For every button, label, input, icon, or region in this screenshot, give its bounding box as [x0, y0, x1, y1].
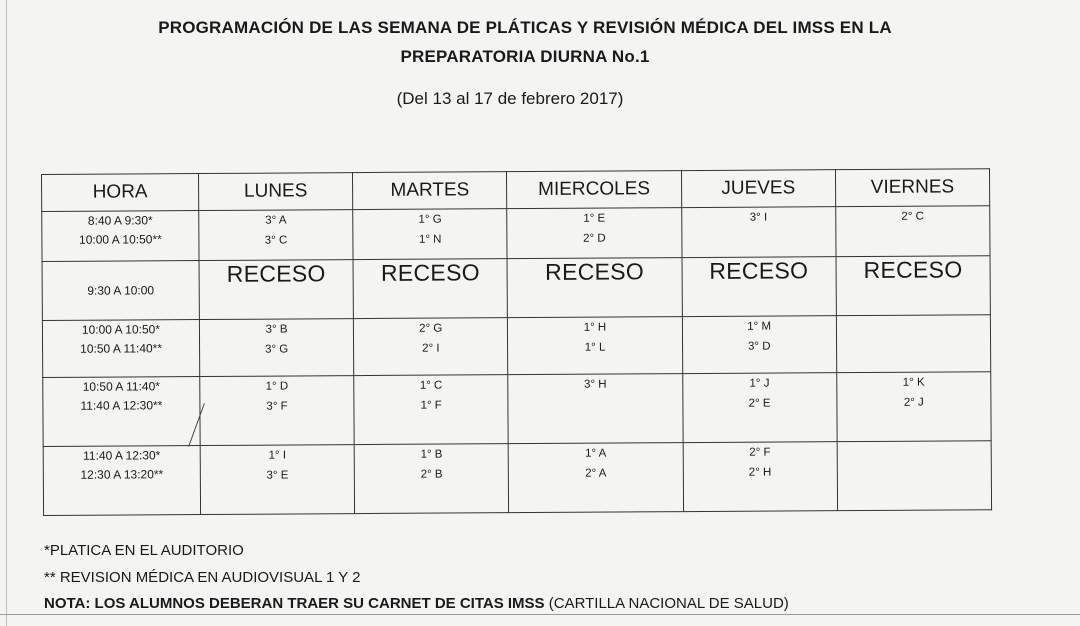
- group-label: 3° D: [747, 340, 771, 353]
- group-cell-martes: [354, 318, 509, 376]
- group-label: 2° B: [420, 468, 443, 481]
- table-row: [43, 372, 991, 447]
- group-label: 1° N: [418, 233, 442, 246]
- group-label: 2° F: [749, 446, 771, 459]
- group-cell-jueves: [683, 442, 838, 512]
- hora-cell: [42, 211, 199, 262]
- header-viernes: VIERNES: [835, 169, 989, 207]
- hora-line: 10:50 A 11:40**: [80, 341, 163, 356]
- group-label: 1° G: [418, 213, 442, 226]
- group-label: 2° J: [903, 396, 924, 409]
- group-label: 3° B: [265, 323, 288, 336]
- header-lunes: LUNES: [199, 173, 353, 211]
- group-label: 3° C: [264, 234, 288, 247]
- group-cell-viernes: [837, 441, 992, 511]
- group-label: 3° F: [266, 400, 288, 413]
- hora-line: 8:40 A 9:30*: [87, 213, 153, 228]
- note-carnet-bold: NOTA: LOS ALUMNOS DEBERAN TRAER SU CARNET DE CITAS IMSS: [44, 595, 545, 612]
- group-label: 1° J: [749, 377, 770, 390]
- group-cell-miercoles: [508, 317, 683, 375]
- group-cell-lunes: [199, 210, 353, 261]
- group-cell-viernes: [835, 206, 990, 257]
- hora-cell: [43, 377, 200, 447]
- group-label: 3° A: [265, 214, 287, 227]
- group-label: 1° L: [584, 341, 606, 354]
- group-cell-martes: [354, 375, 509, 445]
- note-revision: ** REVISION MÉDICA EN AUDIOVISUAL 1 Y 2: [44, 569, 361, 586]
- group-label: [837, 441, 990, 442]
- group-label: 1° H: [583, 321, 607, 334]
- group-label: [837, 441, 990, 442]
- group-cell-martes: [354, 444, 509, 514]
- receso-lunes: RECESO: [199, 260, 354, 320]
- header-miercoles: MIERCOLES: [507, 171, 681, 209]
- hora-line: 9:30 A 10:00: [87, 282, 155, 298]
- group-label: 1° B: [420, 448, 443, 461]
- hora-line: 10:50 A 11:40*: [82, 379, 160, 394]
- group-label: 3° E: [266, 469, 289, 482]
- receso-miercoles: RECESO: [507, 258, 682, 318]
- group-label: 2° C: [901, 210, 924, 223]
- date-range: (Del 13 al 17 de febrero 2017): [396, 89, 624, 108]
- table-row: [43, 441, 991, 516]
- group-label: 1° A: [585, 447, 607, 460]
- receso-martes: RECESO: [353, 259, 508, 319]
- hora-cell: [43, 446, 200, 516]
- group-cell-miercoles: [507, 208, 682, 259]
- receso-jueves: RECESO: [682, 257, 837, 317]
- document-title-line2: PREPARATORIA DIURNA No.1: [400, 47, 650, 66]
- document-title-line1: PROGRAMACIÓN DE LAS SEMANA DE PLÁTICAS Y REVISIÓN MÉDICA DEL IMSS EN LA: [158, 18, 892, 37]
- group-label: 1° C: [419, 379, 443, 392]
- group-label: 3° G: [265, 343, 289, 356]
- hora-cell: [42, 261, 199, 321]
- group-cell-lunes: [199, 319, 354, 377]
- table-row-receso: [42, 256, 990, 321]
- hora-line: 10:00 A 10:50*: [81, 322, 161, 337]
- group-label: 1° M: [747, 320, 772, 333]
- note-carnet: [44, 595, 789, 612]
- group-label: 3° I: [749, 211, 768, 224]
- group-label: 2° G: [419, 322, 443, 335]
- group-cell-martes: [353, 209, 507, 260]
- table-row: [42, 315, 990, 378]
- hora-line: 11:40 A 12:30**: [80, 398, 163, 413]
- hora-line: 11:40 A 12:30*: [83, 448, 161, 463]
- header-martes: MARTES: [353, 172, 507, 210]
- group-label: 1° D: [265, 380, 289, 393]
- header-row: [42, 169, 990, 212]
- group-label: 2° H: [748, 466, 772, 479]
- group-label: [837, 315, 990, 316]
- table-row: [42, 206, 990, 262]
- hora-cell: [42, 320, 199, 378]
- hora-line: 10:00 A 10:50**: [78, 232, 162, 247]
- group-cell-viernes: [837, 372, 992, 442]
- group-cell-viernes: [836, 315, 991, 373]
- group-label: 3° H: [583, 378, 607, 391]
- header-jueves: JUEVES: [681, 170, 835, 208]
- group-label: 1° K: [902, 376, 925, 389]
- group-cell-jueves: [682, 373, 837, 443]
- bottom-rule: [0, 614, 1080, 615]
- group-label: 1° F: [420, 399, 442, 412]
- group-label: 2° E: [748, 397, 771, 410]
- group-cell-jueves: [682, 316, 837, 374]
- receso-viernes: RECESO: [836, 256, 991, 316]
- group-cell-miercoles: [509, 443, 684, 513]
- schedule-table: [41, 168, 992, 516]
- note-platica: *PLATICA EN EL AUDITORIO: [44, 542, 244, 559]
- group-label: 2° D: [583, 232, 606, 245]
- header-hora: HORA: [42, 174, 199, 212]
- group-cell-lunes: [200, 376, 355, 446]
- group-cell-miercoles: [508, 374, 683, 444]
- group-cell-jueves: [681, 207, 835, 258]
- note-carnet-rest: (CARTILLA NACIONAL DE SALUD): [544, 595, 789, 612]
- group-cell-lunes: [200, 445, 355, 515]
- group-label: [837, 315, 990, 316]
- hora-line: 12:30 A 13:20**: [80, 467, 164, 482]
- group-label: 2° I: [422, 342, 440, 355]
- group-label: 2° A: [585, 467, 607, 480]
- group-label: 1° E: [583, 212, 606, 225]
- group-label: 1° I: [268, 449, 287, 462]
